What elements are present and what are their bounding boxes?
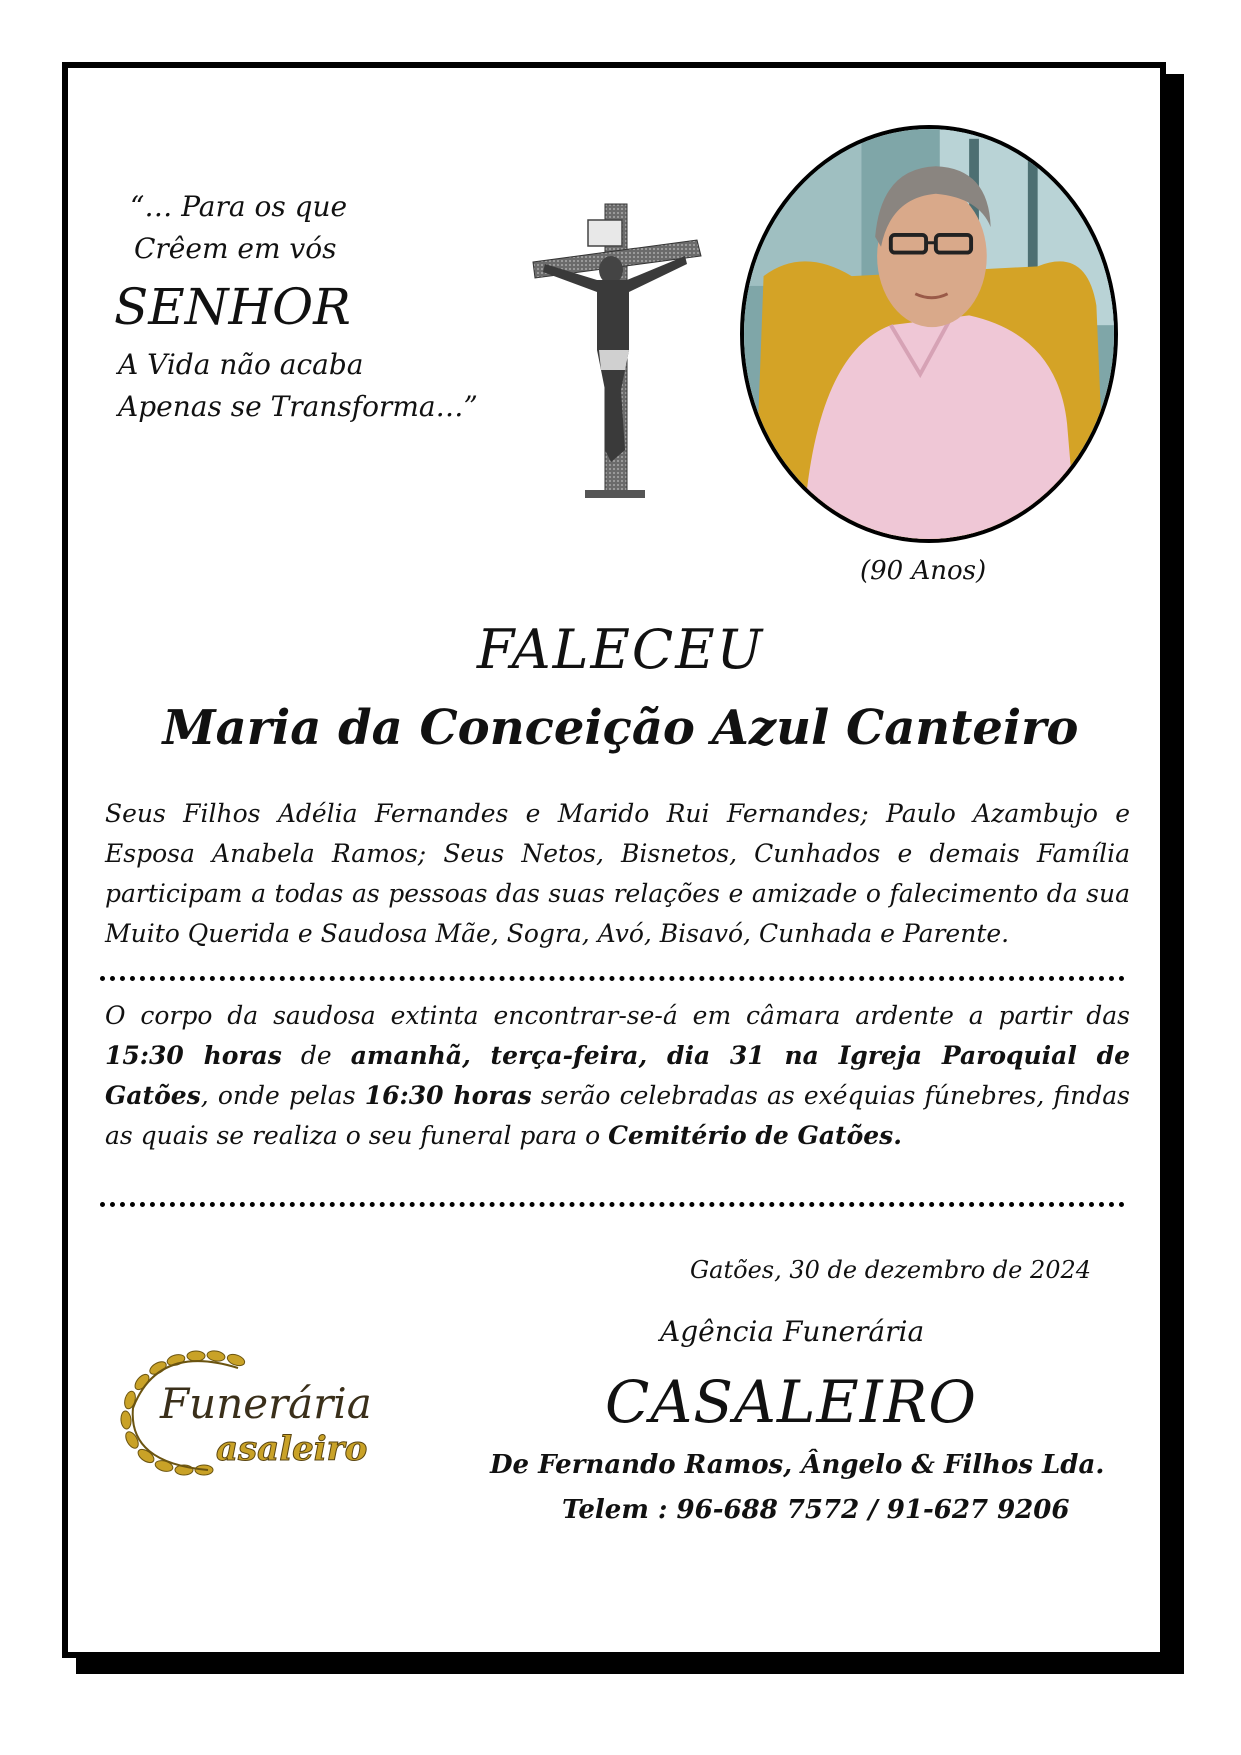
wake-time: 15:30 horas (105, 1041, 282, 1070)
service-time: 16:30 horas (364, 1081, 532, 1110)
death-heading: FALECEU (476, 618, 765, 681)
company-name: CASALEIRO (605, 1368, 977, 1436)
quote-line-1: “… Para os que (130, 190, 348, 223)
dotted-divider (100, 1202, 1125, 1207)
age-label: (90 Anos) (860, 556, 987, 586)
company-owners: De Fernando Ramos, Ângelo & Filhos Lda. (490, 1450, 1105, 1480)
funeral-text: O corpo da saudosa extinta encontrar-se-á em câmara ardente a partir das (105, 1001, 1130, 1030)
religious-quote (114, 186, 538, 428)
logo-text-funeraria: Funerária (160, 1379, 372, 1428)
company-phone: Telem : 96-688 7572 / 91-627 9206 (562, 1495, 1070, 1525)
quote-line-5: Apenas se Transforma…” (118, 390, 478, 423)
funeral-text: de (281, 1041, 351, 1070)
family-announcement: Seus Filhos Adélia Fernandes e Marido Rui Fernandes; Paulo Azambujo e Esposa Anabela Ramos; Seus Netos, Bisnetos, Cunhados e demais Família participam a todas as pessoas das suas relações e amizade o falecimento da sua Muito Querida e Saudosa Mãe, Sogra, Avó, Bisavó, Cunhada e Parente. (105, 799, 1130, 948)
wake-location: amanhã, terça-feira, dia 31 na Igreja Paroquial de Gatões (105, 1041, 1130, 1110)
dotted-divider (100, 976, 1125, 981)
crucifix-icon (525, 200, 705, 500)
funeral-text: serão celebradas as exéquias fúnebres, findas as quais se realiza o seu funeral para o (105, 1081, 1130, 1150)
deceased-portrait (740, 125, 1118, 543)
quote-senhor: SENHOR (114, 278, 351, 336)
notice-date: Gatões, 30 de dezembro de 2024 (690, 1256, 1092, 1284)
funeraria-casaleiro-logo (118, 1348, 418, 1476)
logo-text-casaleiro: asaleiro (216, 1429, 368, 1469)
cemetery-name: Cemitério de Gatões. (608, 1121, 902, 1150)
agency-label: Agência Funerária (660, 1315, 925, 1348)
quote-line-4: A Vida não acaba (118, 348, 364, 381)
deceased-name: Maria da Conceição Azul Canteiro (162, 700, 1079, 756)
quote-line-2: Crêem em vós (134, 232, 337, 265)
funeral-details (105, 996, 1130, 1156)
funeral-text: , onde pelas (200, 1081, 365, 1110)
